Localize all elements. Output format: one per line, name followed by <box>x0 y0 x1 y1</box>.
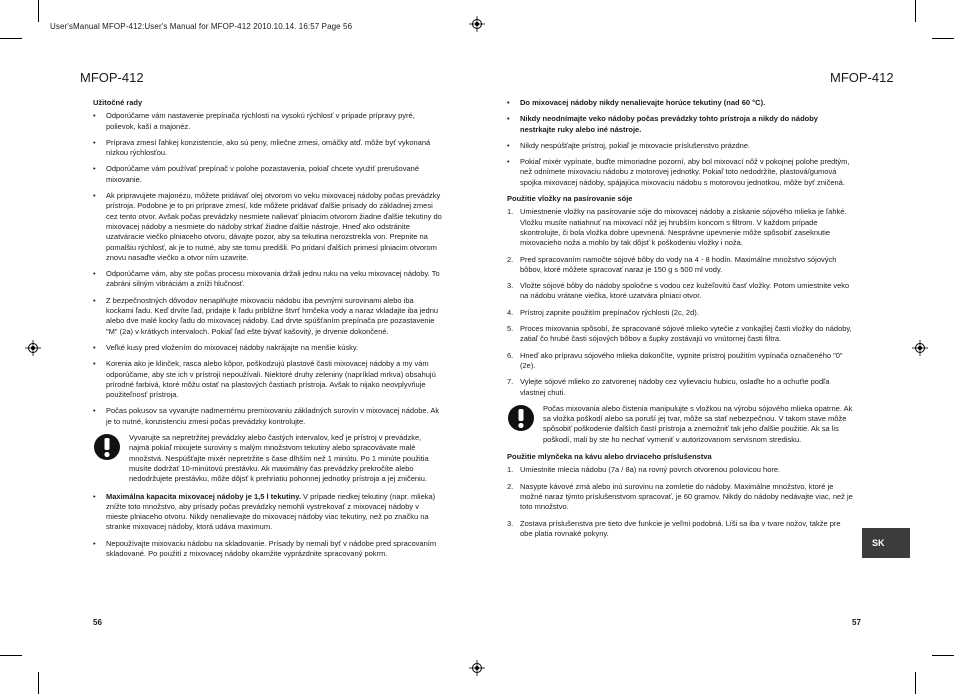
step-text: Zostava príslušenstva pre tieto dve funkcie je veľmi podobná. Líši sa iba v tvare nožov, takže pre obe platia rovnaké pokyny. <box>520 518 841 538</box>
list-item: • Pokiaľ mixér vypínate, buďte mimoriadne pozorní, aby bol mixovací nôž v pokojnej polohe predtým, než odnímete mixovaciu nádobu z motorovej jednotky. Pokiaľ toto nedodržíte, plastová/gumová spojka mixovacej nádoby, spájajúca mixovaciu nádobu s motorovou jednotkou, môže byť zničená. <box>507 157 855 188</box>
list-item <box>507 377 855 398</box>
step-number: 1. <box>507 465 514 475</box>
capacity-text: V prípade riedkej tekutiny (napr. mlieka) znížte toto množstvo, aby prísady počas prevádzky nemohli vystrekovať z mixovacej nádoby v mieste plniaceho otvoru. Nikdy nenalievajte do mixovacej nádoby viac tekutiny, než po značku na stranke mixovacej nádoby, ktorá udáva maximum. <box>106 491 436 532</box>
soy-steps-list <box>507 207 855 397</box>
list-item <box>93 492 443 533</box>
crop-mark <box>932 38 954 39</box>
page-number-right: 57 <box>852 618 861 627</box>
step-number: 5. <box>507 324 514 334</box>
step-text: Vložte sójové bôby do nádoby spoločne s vodou cez kužeľovitú časť vložky. Potom umiestnite veko na nádobu vrátane viečka, ktoré uzatvára plniaci otvor. <box>520 281 850 301</box>
list-item: • Z bezpečnostných dôvodov nenaplňujte mixovaciu nádobu iba pevnými surovinami alebo iba kockami ľadu. Keď drvíte ľad, pridajte k ľadu približne štvrť hrnčeka vody a naraz vkladajte iba jednu alebo dve malé kocky ľadu do mixovacej nádoby. Ľad drvte spúšťaním prepínača pre pozastavenie "M" (2a) v krátkych intervaloch. Pokiaľ ľad ešte bývať kašovitý, je drvenie dokončené. <box>93 296 443 337</box>
step-number: 7. <box>507 377 514 387</box>
step-number: 2. <box>507 254 514 264</box>
list-item <box>507 308 855 318</box>
step-number: 3. <box>507 281 514 291</box>
warning-exclamation-icon <box>93 433 121 461</box>
capacity-list <box>93 492 443 560</box>
registration-mark-icon <box>469 16 485 32</box>
step-number: 1. <box>507 207 514 217</box>
step-number: 6. <box>507 350 514 360</box>
list-item <box>507 207 855 248</box>
list-item: • Nikdy nespúšťajte prístroj, pokiaľ je mixovacie príslušenstvo prázdne. <box>507 141 855 151</box>
registration-mark-icon <box>469 660 485 676</box>
list-item: • Príprava zmesí ľahkej konzistencie, ako sú peny, mliečne zmesi, omáčky atď. môže byť vykonaná nízkou rýchlosťou. <box>93 138 443 159</box>
warning-block <box>507 404 855 445</box>
list-item: • Ak pripravujete majonézu, môžete pridávať olej otvorom vo veku mixovacej nádoby počas prevádzky prístroja. Podobne je to pri príprave zmesí, kde môžete pridávať ďalšie prísady do základnej zmesi cez tento otvor. Avšak počas prevádzky nesmiete nalievať plniacim otvorom žiadne ďalšie tekutiny do mixovacej nádoby a nesmiete do nádoby strkať žiadne ďalšie nástroje. Hneď ako odstránite uzatváracie viečko plniaceho otvoru, dávajte pozor, aby sa tekutina nerozstrekla von. Prepnite na pomalšiu rýchlosť, ak je to nutné, aby ste tomu predišli. Po pridaní ďalších primesí plniacim otvorom znovu nasaďte viečko a otvor ním uzavrite. <box>93 191 443 263</box>
tips-list <box>93 111 443 427</box>
registration-mark-icon <box>912 340 928 356</box>
section-heading: Užitočné rady <box>93 98 143 107</box>
step-text: Pred spracovaním namočte sójové bôby do vody na 4 - 8 hodín. Maximálne množstvo sójových bôbov, ktoré môžete spracovať naraz je 150 g s 500 ml vody. <box>520 254 837 274</box>
section-heading: Použitie mlynčeka na kávu alebo drviaceho príslušenstva <box>507 452 712 462</box>
capacity-bold: Maximálna kapacita mixovacej nádoby je 1,5 l tekutiny. <box>106 491 301 501</box>
crop-mark <box>915 672 916 694</box>
safety-list <box>507 98 855 188</box>
step-number: 4. <box>507 307 514 317</box>
list-item <box>507 519 855 540</box>
page-number-left: 56 <box>93 618 102 627</box>
warning-text: Počas mixovania alebo čistenia manipulujte s vložkou na výrobu sójového mlieka opatrne. Ak sa vložka poškodí alebo sa poruší jej tvar, môže sa stať nebezpečnou. V takom stave môže spôsobiť poškodenie ďalších častí prístroja a znemožniť tak jeho ďalšie použitie. Ak sa lis poškodí, mali by ste ho nechať vymeniť v autorizovanom servisnom stredisku. <box>543 403 853 444</box>
list-item <box>507 482 855 513</box>
step-text: Vylejte sójové mlieko zo zatvorenej nádoby cez vylievaciu hubicu, oslaďte ho a ochuťte podľa vlastnej chuti. <box>520 377 830 397</box>
crop-mark <box>0 655 22 656</box>
step-text: Umiestnite mlecia nádobu (7a / 8a) na rovný povrch otvorenou polovicou hore. <box>520 465 781 475</box>
list-item: • Odporúčame vám nastavenie prepínača rýchlosti na vysokú rýchlosť v prípade prípravy pyré, polievok, kaší a majonéz. <box>93 111 443 132</box>
list-item <box>507 281 855 302</box>
list-item <box>507 465 855 475</box>
list-item: • Veľké kusy pred vložením do mixovacej nádoby nakrájajte na menšie kúsky. <box>93 343 443 353</box>
crop-mark <box>38 672 39 694</box>
language-tab: SK <box>862 528 910 558</box>
list-item: • Korenia ako je klinček, rasca alebo kôpor, poškodzujú plastové časti mixovacej nádoby a my vám odporúčame, aby ste ich v prístroji nepoužívali. Niektoré druhy zeleniny (napríklad mrkva) obsahujú prírodné farbivá, ktoré môžu ostať na plastových častiach prístroja. Avšak to nijako neovplyvňuje použiteľnosť prístroja. <box>93 359 443 400</box>
model-title-right: MFOP-412 <box>830 70 894 85</box>
list-item <box>507 324 855 345</box>
list-item: • Odporúčame vám používať prepínač v polohe pozastavenia, pokiaľ chcete využiť prerušované mixovanie. <box>93 164 443 185</box>
list-item: • Nepoužívajte mixovaciu nádobu na skladovanie. Prísady by nemali byť v nádobe pred spracovaním skladované. Po použití z mixovacej nádoby okamžite vyprázdnite spracovaný pokrm. <box>93 539 443 560</box>
step-text: Prístroj zapnite použitím prepínačov rýchlosti (2c, 2d). <box>520 307 699 317</box>
registration-mark-icon <box>25 340 41 356</box>
section-heading: Použitie vložky na pasírovanie sóje <box>507 194 633 204</box>
print-header: User'sManual MFOP-412:User's Manual for MFOP-412 2010.10.14. 16:57 Page 56 <box>50 22 353 31</box>
left-page-content <box>93 98 443 565</box>
list-item: • Počas pokusov sa vyvarujte nadmernému premixovaniu základných surovín v mixovacej nádobe. Ak je to nutné, konzistenciu zmesi počas prevádzky kontrolujte. <box>93 406 443 427</box>
step-text: Proces mixovania spôsobí, že spracované sójové mlieko vytečie z vonkajšej časti vložky do nádoby, zatiaľ čo hrubé časti sójových bôbov a šupky zostávajú vo vnútornej časti filtra. <box>520 324 852 344</box>
warning-text: Vyvarujte sa nepretržitej prevádzky alebo častých intervalov, keď je prístroj v prevádzke, najmä pokiaľ mixujete suroviny s malým množstvom tekutiny alebo spracovávate malé množstvá. Nespúšťajte mixér nepretržite s čase dlhším než 1 minútu. Po 1 minúte použitia musíte dodržať 10-minútovú prestávku. Ak maximálny čas prevádzky prekročíte alebo nedodržujete prestávku, môže dôjsť k prehriatiu pohonnej jednotky prístroja a jej zničeniu. <box>129 433 429 484</box>
list-item: • Nikdy neodnímajte veko nádoby počas prevádzky tohto prístroja a nikdy do nádoby nestrkajte ruky alebo iné nástroje. <box>507 114 855 135</box>
step-text: Nasypte kávové zrná alebo inú surovinu na zomletie do nádoby. Maximálne množstvo, ktoré je možné naraz týmto príslušenstvom spracovať, je 60 gramov. Nikdy do nádoby nedávajte viac, než je toto množstvo. <box>520 481 853 512</box>
right-page-content <box>507 98 855 545</box>
warning-block <box>93 433 443 484</box>
step-text: Hneď ako prípravu sójového mlieka dokončíte, vypnite prístroj použitím vypínača označeného "0" (2e). <box>520 350 843 370</box>
step-number: 2. <box>507 481 514 491</box>
grinder-steps-list <box>507 465 855 539</box>
crop-mark <box>932 655 954 656</box>
list-item: • Do mixovacej nádoby nikdy nenalievajte horúce tekutiny (nad 60 °C). <box>507 98 855 108</box>
warning-exclamation-icon <box>507 404 535 432</box>
list-item <box>507 351 855 372</box>
crop-mark <box>38 0 39 22</box>
list-item <box>507 255 855 276</box>
crop-mark <box>915 0 916 22</box>
model-title-left: MFOP-412 <box>80 70 144 85</box>
list-item: • Odporúčame vám, aby ste počas procesu mixovania držali jednu ruku na veku mixovacej nádoby. To zabráni silným vibráciám a zníži hlučnosť. <box>93 269 443 290</box>
crop-mark <box>0 38 22 39</box>
step-text: Umiestnenie vložky na pasírovanie sóje do mixovacej nádoby a získanie sójového mlieka je ľahké. Vložku musíte natiahnuť na mixovací nôž jej hrubším koncom s filtrom. V každom prípade skontrolujte, či bola vložka dobre upevnená. Nesprávne upevnenie môže spôsobiť zaseknutie mixovacieho noža a mohlo by tak dôjsť k poškodeniu vložky i noža. <box>520 207 847 248</box>
step-number: 3. <box>507 518 514 528</box>
